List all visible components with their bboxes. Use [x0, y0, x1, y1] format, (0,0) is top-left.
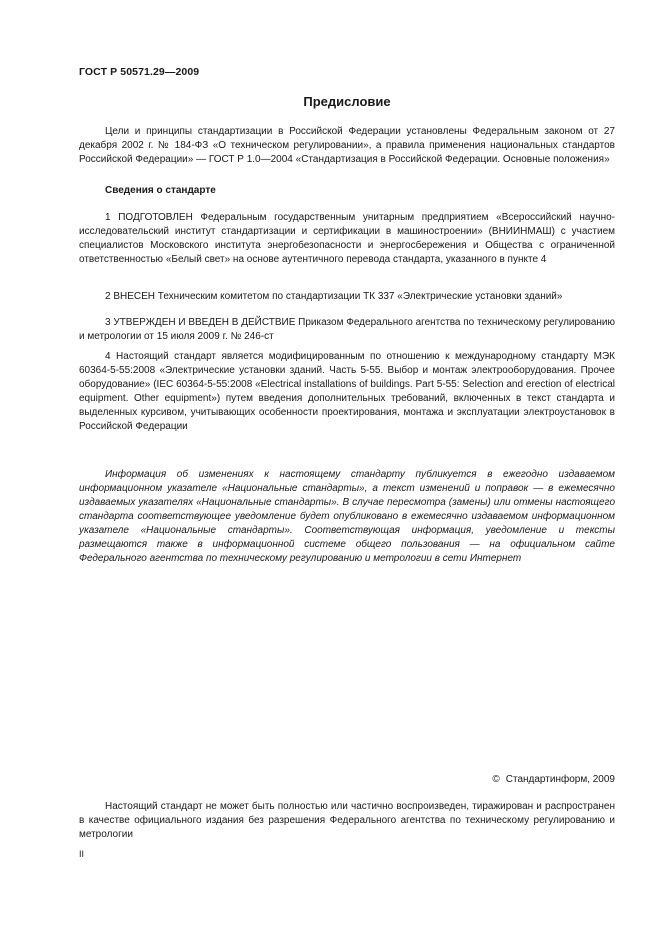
copyright-text: Стандартинформ, 2009 — [505, 774, 615, 785]
change-info-paragraph: Информация об изменениях к настоящему стандарту публикуется в ежегодно издаваемом информационном указателе «Национальные стандарты», а текст изменений и поправок — в ежемесячно издаваемых указателях «Национальные стандарты». В случае пересмотра (замены) или отмены настоящего стандарта соответствующее уведомление будет опубликовано в ежемесячно издаваемом информационном указателе «Национальные стандарты». Соответствующая информация, уведомление и тексты размещаются также в информационной системе общего пользования — на официальном сайте Федерального агентства по техническому регулированию и метрологии в сети Интернет — [79, 469, 615, 564]
page-number: II — [79, 849, 85, 859]
page-title: Предисловие — [303, 94, 391, 109]
document-code: ГОСТ Р 50571.29—2009 — [79, 66, 200, 78]
intro-paragraph: Цели и принципы стандартизации в Российской Федерации установлены Федеральным законом от 27 декабря 2002 г. № 184-ФЗ «О техническом регулировании», а правила применения национальных стандартов Российской Федерации» — ГОСТ Р 1.0—2004 «Стандартизация в Российской Федерации. Основные положения» — [79, 126, 615, 165]
item-2-paragraph: 2 ВНЕСЕН Техническим комитетом по стандартизации ТК 337 «Электрические установки зданий» — [105, 291, 563, 302]
copyright-line — [492, 774, 615, 785]
item-3-paragraph: 3 УТВЕРЖДЕН И ВВЕДЕН В ДЕЙСТВИЕ Приказом Федерального агентства по техническому регулированию и метрологии от 15 июля 2009 г. № 246-ст — [79, 317, 615, 342]
copyright-symbol: © — [492, 774, 500, 785]
item-4-paragraph: 4 Настоящий стандарт является модифицированным по отношению к международному стандарту МЭК 60364-5-55:2008 «Электрические установки зданий. Часть 5-55. Выбор и монтаж электрооборудования. Прочее оборудование» (IEC 60364-5-55:2008 «Electrical installations of buildings. Part 5-55: Selection and erection of electrical equipment. Other equipment») путем введения дополнительных требований, включенных в текст стандарта и выделенных курсивом, учитывающих особенности проектирования, монтажа и эксплуатации электроустановок в Российской Федерации — [79, 351, 615, 432]
standard-info-heading: Сведения о стандарте — [105, 185, 216, 196]
reproduction-notice: Настоящий стандарт не может быть полностью или частично воспроизведен, тиражирован и распространен в качестве официального издания без разрешения Федерального агентства по техническому регулированию и метрологии — [79, 801, 615, 840]
item-1-paragraph: 1 ПОДГОТОВЛЕН Федеральным государственным унитарным предприятием «Всероссийский научно-исследовательский институт стандартизации и сертификации в машиностроении» (ВНИИНМАШ) с участием специалистов Московского института энергобезопасности и энергосбережения и Общества с ограниченной ответственностью «Белый свет» на основе аутентичного перевода стандарта, указанного в пункте 4 — [79, 212, 615, 265]
